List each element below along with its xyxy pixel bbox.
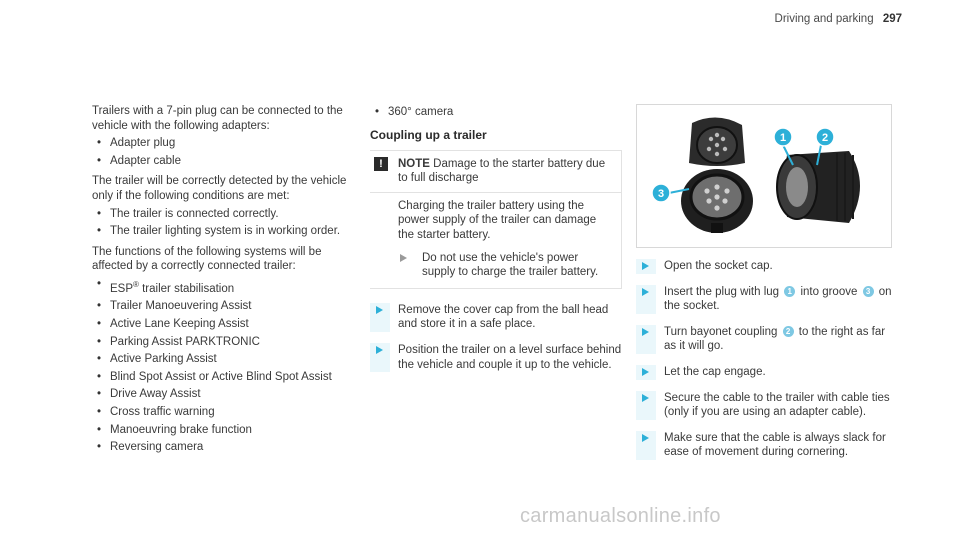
list-item: • The trailer lighting system is in working order. <box>92 223 354 241</box>
column-1 <box>92 104 354 461</box>
step-marker <box>394 251 414 280</box>
step-marker <box>370 343 390 372</box>
list-item: • Trailer Manoeuvering Assist <box>92 298 354 316</box>
list-item: • Active Lane Keeping Assist <box>92 316 354 334</box>
page-number: 297 <box>882 13 902 25</box>
column-2 <box>370 104 622 372</box>
text-fragment: into groove <box>797 285 861 298</box>
page-header <box>775 13 902 25</box>
step-marker <box>370 303 390 332</box>
notice-header <box>370 151 621 193</box>
text-fragment: Turn bayonet coupling <box>664 325 781 338</box>
arrow-right-icon <box>642 434 649 442</box>
notice-title-text: Damage to the starter battery due to full discharge <box>398 157 606 185</box>
trailer-socket-figure <box>636 104 892 248</box>
list-item: • Manoeuvring brake function <box>92 422 354 440</box>
list-item: • Adapter plug <box>92 135 354 153</box>
step-text: Open the socket cap. <box>664 260 773 272</box>
instruction-step <box>636 325 898 354</box>
arrow-right-icon <box>642 328 649 336</box>
warning-icon: ! <box>374 157 388 171</box>
adapters-intro: Trailers with a 7-pin plug can be connected to the vehicle with the following adapters: <box>92 105 343 132</box>
instruction-step <box>636 259 898 274</box>
list-item: • Parking Assist PARKTRONIC <box>92 334 354 352</box>
notice-label: NOTE <box>398 157 430 170</box>
step-text: Position the trailer on a level surface behind the vehicle and couple it up to the vehicle. <box>398 343 622 371</box>
systems-intro: The functions of the following systems will be affected by a correctly connected trailer: <box>92 245 322 273</box>
step-text: Do not use the vehicle's power supply to charge the trailer battery. <box>422 251 599 279</box>
arrow-right-icon <box>642 394 649 402</box>
list-item <box>92 276 354 298</box>
instruction-step <box>370 303 622 332</box>
esp-label: ESP <box>110 282 134 295</box>
callout-1 <box>774 128 792 146</box>
callout-badge-3: 3 <box>863 286 874 297</box>
step-text: Remove the cover cap from the ball head and store it in a safe place. <box>398 303 609 331</box>
notice-box <box>370 150 622 289</box>
instruction-step <box>636 365 898 380</box>
step-text: Secure the cable to the trailer with cable ties (only if you are using an adapter cable). <box>664 391 890 419</box>
plug-right <box>777 145 860 223</box>
notice-body <box>370 193 621 288</box>
watermark: carmanualsonline.info <box>520 505 721 527</box>
arrow-right-icon <box>642 368 649 376</box>
conditions-intro: The trailer will be correctly detected by the vehicle only if the following conditions are met: <box>92 175 347 202</box>
adapters-list <box>92 135 354 170</box>
column-3 <box>636 104 898 460</box>
instruction-step <box>636 431 898 460</box>
text-fragment: on the socket. <box>664 285 892 313</box>
step-marker <box>636 431 656 460</box>
list-item: • Adapter cable <box>92 153 354 171</box>
list-item: • Drive Away Assist <box>92 386 354 404</box>
socket-left <box>681 117 753 233</box>
step-text: Make sure that the cable is always slack for ease of movement during cornering. <box>664 431 886 459</box>
notice-step <box>394 251 613 280</box>
step-marker <box>636 285 656 314</box>
conditions-list <box>92 206 354 241</box>
callout-number: 2 <box>821 132 829 144</box>
notice-text: Charging the trailer battery using the power supply of the trailer can damage the starter battery. <box>398 199 597 241</box>
instruction-step <box>370 343 622 372</box>
list-item: • Reversing camera <box>92 439 354 457</box>
instruction-step <box>636 391 898 420</box>
text-fragment: Insert the plug with lug <box>664 285 783 298</box>
callout-2 <box>816 128 834 146</box>
arrow-right-icon <box>376 346 383 354</box>
arrow-right-icon <box>642 262 649 270</box>
systems-list <box>92 276 354 457</box>
step-marker <box>636 365 656 380</box>
camera-list <box>370 104 622 122</box>
step-text <box>656 325 898 354</box>
callout-number: 3 <box>657 188 665 200</box>
step-marker <box>636 391 656 420</box>
list-item: • The trailer is connected correctly. <box>92 206 354 224</box>
socket-illustration <box>637 105 891 247</box>
notice-title <box>398 157 615 186</box>
callout-badge-1: 1 <box>784 286 795 297</box>
text-fragment: to the right as far as it will go. <box>664 325 886 353</box>
list-item: • Blind Spot Assist or Active Blind Spot Assist <box>92 369 354 387</box>
arrow-right-icon <box>642 288 649 296</box>
registered-mark: ® <box>133 279 139 289</box>
list-item: • Cross traffic warning <box>92 404 354 422</box>
list-item: • Active Parking Assist <box>92 351 354 369</box>
section-heading: Coupling up a trailer <box>370 127 487 142</box>
step-marker <box>636 325 656 354</box>
arrow-right-icon <box>376 306 383 314</box>
arrow-right-icon <box>400 254 407 262</box>
esp-rest: trailer stabilisation <box>138 282 235 295</box>
instruction-step <box>636 285 898 314</box>
step-text: Let the cap engage. <box>664 365 766 378</box>
step-marker <box>636 259 656 274</box>
callout-number: 1 <box>779 132 787 144</box>
section-title: Driving and parking <box>774 13 874 25</box>
callout-badge-2: 2 <box>783 326 794 337</box>
step-text <box>656 285 898 314</box>
list-item: • 360° camera <box>370 104 622 122</box>
